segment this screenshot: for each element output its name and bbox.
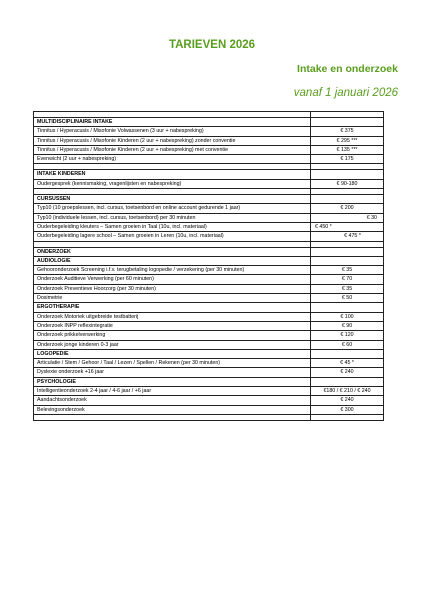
tariff-row — [34, 340, 384, 349]
price-cell-empty — [311, 349, 384, 358]
subsection-header-row — [34, 377, 384, 386]
service-description: Ouderbegeleiding kleuters – Samen groeien in Taal (10u, incl. materiaal) — [34, 222, 311, 231]
service-price: € 450 * — [311, 222, 384, 231]
subsection-header-row — [34, 256, 384, 265]
service-price: € 70 — [311, 275, 384, 284]
tariff-row — [34, 387, 384, 396]
service-price: € 100 — [311, 312, 384, 321]
tariff-row — [34, 284, 384, 293]
service-description: Belevingsonderzoek — [34, 405, 311, 414]
service-price: € 135 *** — [311, 145, 384, 154]
tariff-row — [34, 232, 384, 241]
price-cell-empty — [311, 303, 384, 312]
service-description: Aandachtsonderzoek — [34, 396, 311, 405]
spacer-cell — [311, 414, 384, 420]
subsection-title: LOGOPEDIE — [34, 349, 311, 358]
effective-date: vanaf 1 januari 2026 — [293, 87, 398, 99]
tariff-row — [34, 145, 384, 154]
service-description: Onderzoek Auditieve Verwerking (per 60 minuten) — [34, 275, 311, 284]
service-description: Tinnitus / Hyperacusis / Misofonie Volwassenen (3 uur + nabespreking) — [34, 127, 311, 136]
subsection-title: AUDIOLOGIE — [34, 256, 311, 265]
service-description: Typ10 (10 groepslessen, incl. cursus, toetsenbord en online account gedurende 1 jaar) — [34, 204, 311, 213]
service-description: Oudergesprek (kennismaking, vragenlijsten en nabespreking) — [34, 179, 311, 188]
spacer-cell — [34, 414, 311, 420]
tariff-row — [34, 368, 384, 377]
tariff-row — [34, 204, 384, 213]
service-description: Onderzoek INPP reflexintegratie — [34, 321, 311, 330]
service-price: €180 / € 210 / € 240 — [311, 387, 384, 396]
service-description: Onderzoek jonge kinderen 0-3 jaar — [34, 340, 311, 349]
service-price: € 175 — [311, 155, 384, 164]
price-cell-empty — [311, 247, 384, 256]
tariff-row — [34, 155, 384, 164]
service-description: Evenwicht (2 uur + nabespreking) — [34, 155, 311, 164]
tariff-row — [34, 294, 384, 303]
service-price: € 240 — [311, 368, 384, 377]
tariff-row — [34, 331, 384, 340]
service-description: Dosimetrie — [34, 294, 311, 303]
section-header-row — [34, 118, 384, 127]
service-price: € 35 — [311, 266, 384, 275]
service-description: Dyslexie onderzoek +16 jaar — [34, 368, 311, 377]
service-price: € 90 — [311, 321, 384, 330]
service-price: € 60 — [311, 340, 384, 349]
section-title: INTAKE KINDEREN — [34, 170, 311, 179]
tariff-row — [34, 275, 384, 284]
service-description: Onderzoek Motoriek uitgebreide testbatterij — [34, 312, 311, 321]
service-description: Onderzoek prikkelverwerking — [34, 331, 311, 340]
tariff-row — [34, 136, 384, 145]
section-header-row — [34, 170, 384, 179]
service-price: € 120 — [311, 331, 384, 340]
service-description: Intelligentieonderzoek 2-4 jaar / 4-6 jaar / +6 jaar — [34, 387, 311, 396]
service-price: € 375 — [311, 127, 384, 136]
subsection-title: ERGOTHERAPIE — [34, 303, 311, 312]
service-description: Tinnitus / Hyperacusis / Misofonie Kinderen (2 uur + nabespreking) met conventie — [34, 145, 311, 154]
page-title: TARIEVEN 2026 — [168, 39, 256, 51]
tariff-row — [34, 179, 384, 188]
tariff-row — [34, 213, 384, 222]
service-price: € 475 * — [311, 232, 384, 241]
service-price: € 300 — [311, 405, 384, 414]
tariff-row — [34, 222, 384, 231]
subsection-header-row — [34, 303, 384, 312]
service-price: € 35 — [311, 284, 384, 293]
tariff-row — [34, 396, 384, 405]
service-description: Ouderbegeleiding lagere school – Samen groeien in Leren (10u, incl. materiaal) — [34, 232, 311, 241]
tariff-row — [34, 405, 384, 414]
tariff-row — [34, 266, 384, 275]
subsection-header-row — [34, 349, 384, 358]
service-price: € 50 — [311, 294, 384, 303]
service-description: Onderzoek Preventieve Hoorzorg (per 30 minuten) — [34, 284, 311, 293]
section-title: ONDERZOEK — [34, 247, 311, 256]
tariff-table — [33, 111, 384, 421]
service-price: € 295 *** — [311, 136, 384, 145]
price-cell-empty — [311, 118, 384, 127]
service-description: Typ10 (individuele lessen, incl. cursus, toetsenbord) per 30 minuten — [34, 213, 311, 222]
service-price: € 240 — [311, 396, 384, 405]
tariff-row — [34, 359, 384, 368]
service-description: Articulatie / Stem / Gehoor / Taal / Lezen / Spellen / Rekenen (per 30 minuten) — [34, 359, 311, 368]
service-price: € 200 — [311, 204, 384, 213]
page-subtitle: Intake en onderzoek — [297, 63, 398, 75]
spacer-row — [34, 414, 384, 420]
service-description: Gehooronderzoek Screening i.f.v. terugbetaling logopedie / verzekering (per 30 minuten) — [34, 266, 311, 275]
section-title: CURSUSSEN — [34, 195, 311, 204]
service-price: € 30 — [311, 213, 384, 222]
tariff-row — [34, 321, 384, 330]
price-cell-empty — [311, 195, 384, 204]
price-cell-empty — [311, 170, 384, 179]
section-header-row — [34, 195, 384, 204]
section-title: MULTIDISCIPLINAIRE INTAKE — [34, 118, 311, 127]
tariff-row — [34, 312, 384, 321]
section-header-row — [34, 247, 384, 256]
price-cell-empty — [311, 256, 384, 265]
price-cell-empty — [311, 377, 384, 386]
service-price: € 90-180 — [311, 179, 384, 188]
tariff-row — [34, 127, 384, 136]
service-price: € 45 * — [311, 359, 384, 368]
subsection-title: PSYCHOLOGIE — [34, 377, 311, 386]
service-description: Tinnitus / Hyperacusis / Misofonie Kinderen (2 uur + nabespreking) zonder conventie — [34, 136, 311, 145]
